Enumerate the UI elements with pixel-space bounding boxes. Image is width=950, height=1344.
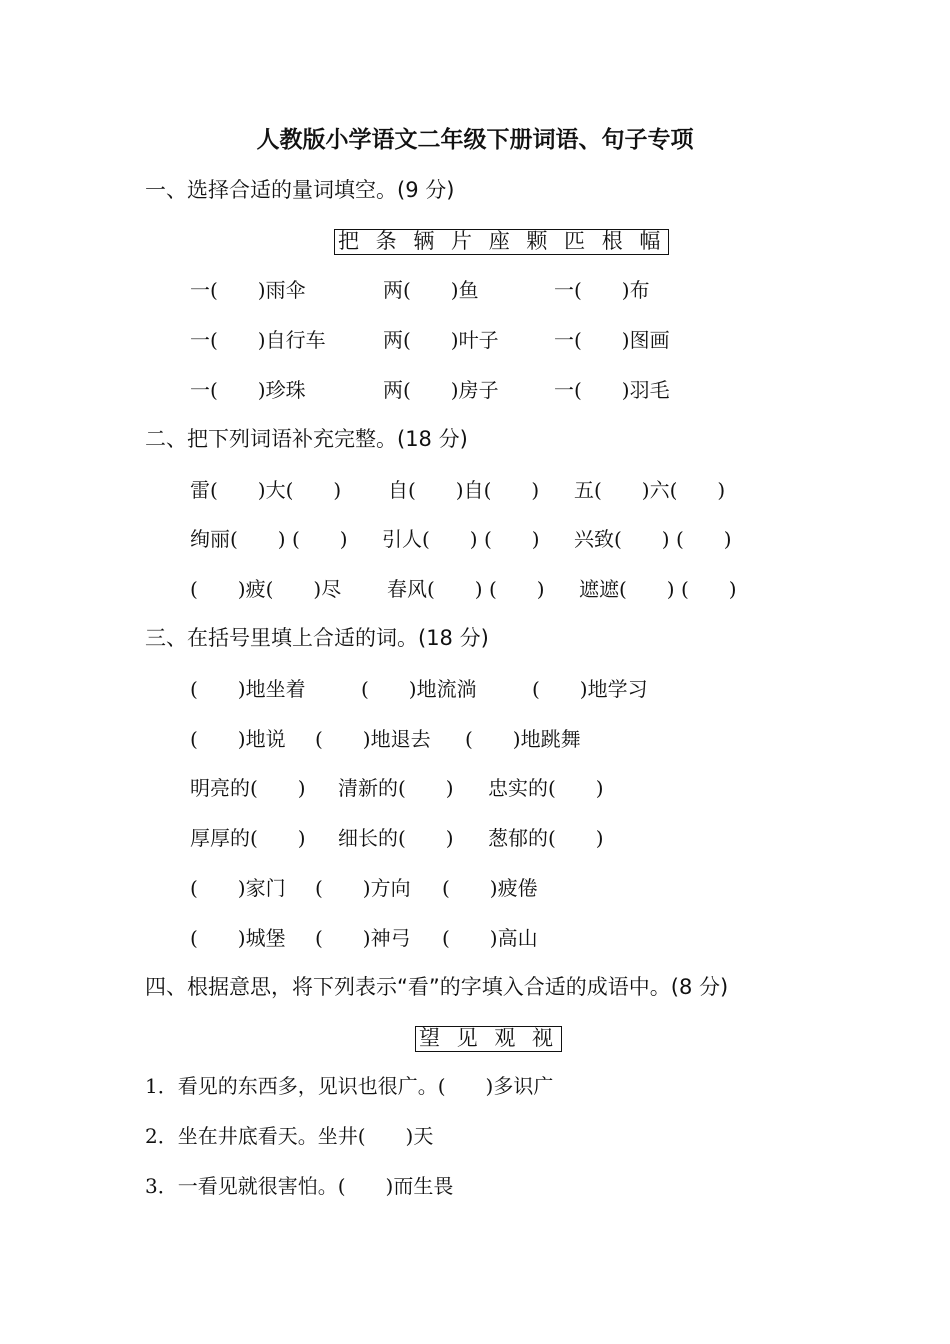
page-title: 人教版小学语文二年级下册词语、句子专项 [256,126,694,153]
s3-r1-c1: ( )地坐着 [190,677,306,701]
s2-r1-c1: 雷( )大( ) [190,478,342,502]
s1-r1-c2: 两( )鱼 [383,278,479,302]
s3-r1-c3: ( )地学习 [532,677,648,701]
s1-r3-c3: 一( )羽毛 [554,378,670,402]
s2-r1-c2: 自( )自( ) [388,478,540,502]
section-4-word-bank: 望 见 观 视 [415,1026,562,1052]
s3-r4-c2: 细长的( ) [338,826,454,850]
s2-r1-c3: 五( )六( ) [574,478,726,502]
s2-r2-c1: 绚丽( ) ( ) [190,527,348,551]
s3-r6-c2: ( )神弓 [315,926,411,950]
s2-r3-c1: ( )疲( )尽 [190,577,342,601]
s2-r3-c2: 春风( ) ( ) [387,577,545,601]
s3-r5-c1: ( )家门 [190,876,286,900]
s4-item-2: 2．坐在井底看天。坐井( )天 [145,1124,434,1148]
s3-r2-c1: ( )地说 [190,727,286,751]
s1-r2-c1: 一( )自行车 [190,328,326,352]
s3-r4-c3: 葱郁的( ) [488,826,604,850]
s1-r1-c1: 一( )雨伞 [190,278,306,302]
section-3-heading: 三、在括号里填上合适的词。(18 分) [145,626,489,650]
s3-r1-c2: ( )地流淌 [361,677,477,701]
s1-r2-c3: 一( )图画 [554,328,670,352]
s4-item-1: 1．看见的东西多，见识也很广。( )多识广 [145,1074,554,1098]
section-1-word-bank: 把 条 辆 片 座 颗 匹 根 幅 [334,229,669,255]
s1-r3-c2: 两( )房子 [383,378,499,402]
s4-item-3: 3．一看见就很害怕。( )而生畏 [145,1174,454,1198]
s3-r3-c2: 清新的( ) [338,776,454,800]
s3-r4-c1: 厚厚的( ) [190,826,306,850]
s1-r3-c1: 一( )珍珠 [190,378,306,402]
s3-r3-c3: 忠实的( ) [488,776,604,800]
s2-r2-c2: 引人( ) ( ) [382,527,540,551]
s3-r6-c3: ( )高山 [442,926,538,950]
s3-r6-c1: ( )城堡 [190,926,286,950]
s3-r5-c3: ( )疲倦 [442,876,538,900]
section-4-heading: 四、根据意思，将下列表示“看”的字填入合适的成语中。(8 分) [145,975,729,999]
s3-r2-c2: ( )地退去 [315,727,431,751]
section-2-heading: 二、把下列词语补充完整。(18 分) [145,427,468,451]
s2-r3-c3: 遮遮( ) ( ) [579,577,737,601]
section-1-heading: 一、选择合适的量词填空。(9 分) [145,178,455,202]
s3-r2-c3: ( )地跳舞 [465,727,581,751]
s3-r3-c1: 明亮的( ) [190,776,306,800]
s1-r1-c3: 一( )布 [554,278,650,302]
s1-r2-c2: 两( )叶子 [383,328,499,352]
s3-r5-c2: ( )方向 [315,876,411,900]
s2-r2-c3: 兴致( ) ( ) [574,527,732,551]
